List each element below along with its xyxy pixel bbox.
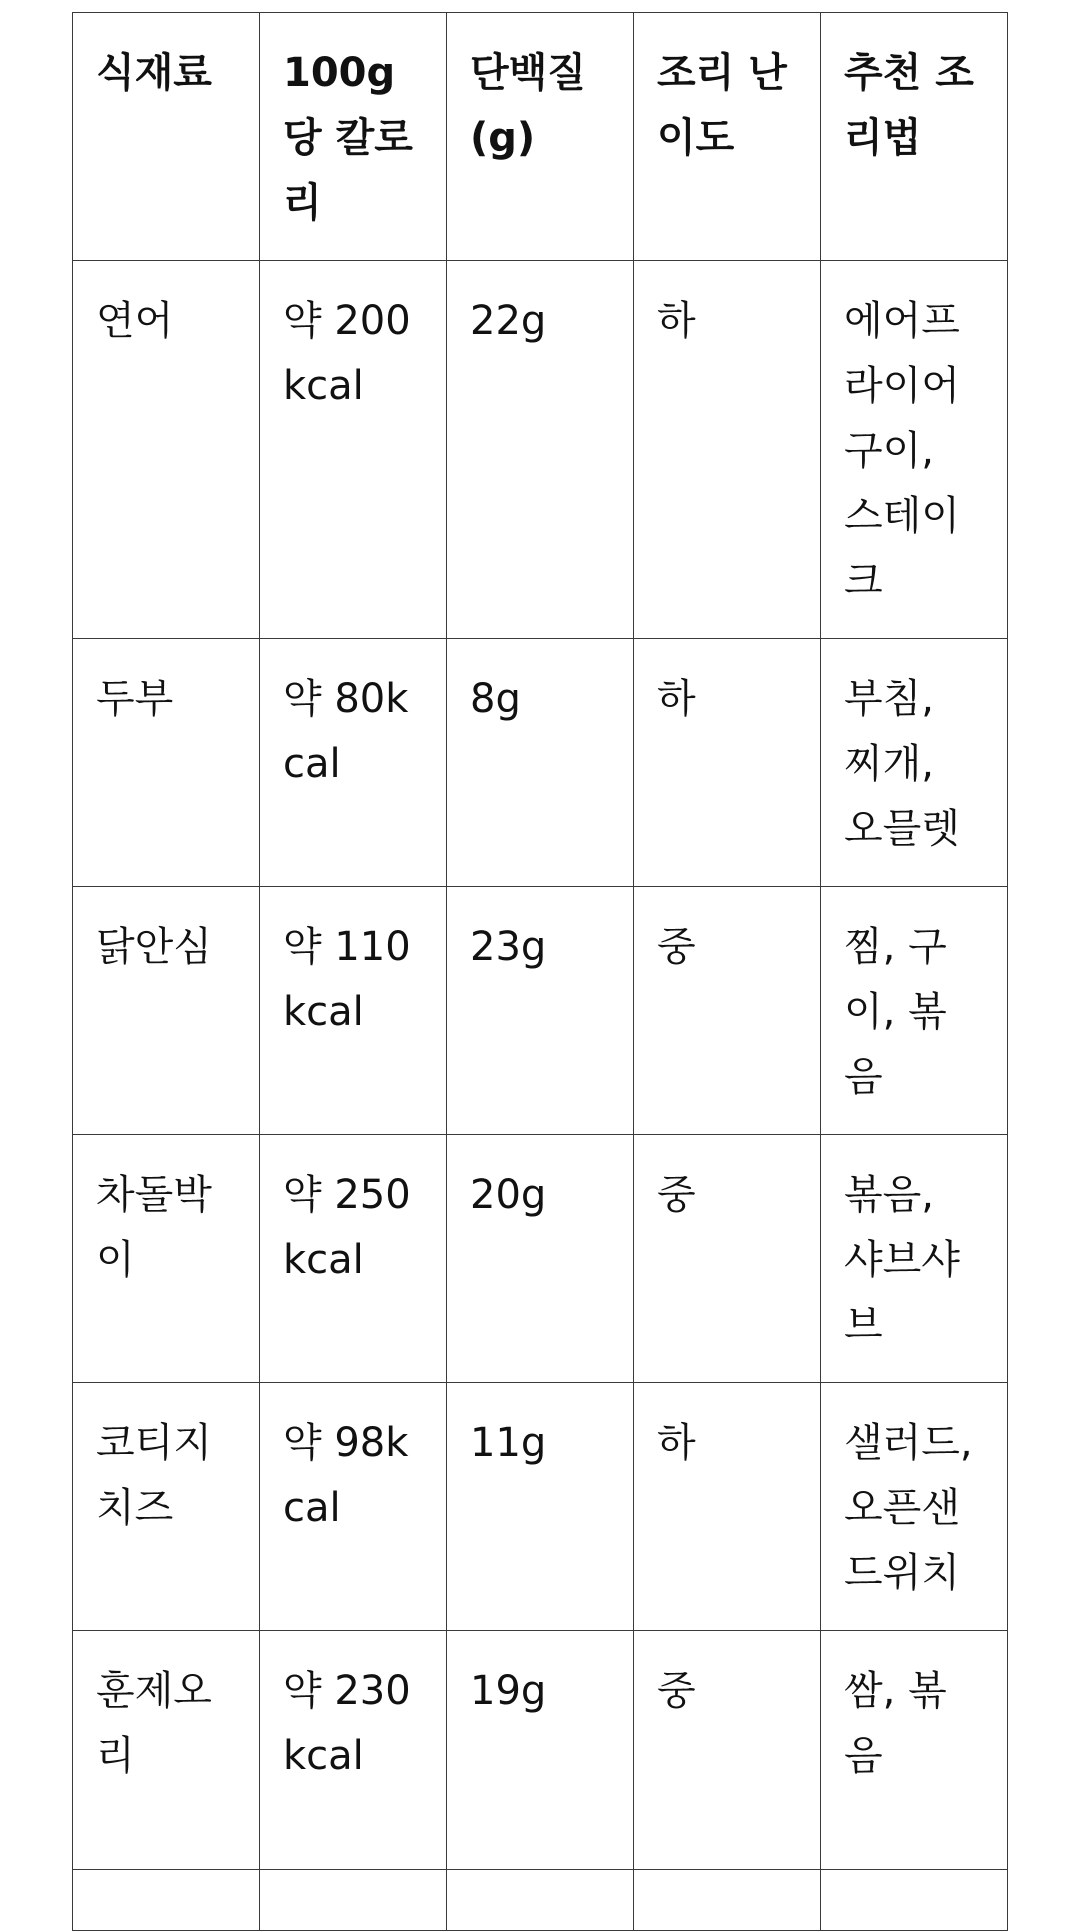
cell-empty bbox=[821, 1870, 1008, 1931]
cell-difficulty: 중 bbox=[634, 887, 821, 1135]
cell-calories: 약 200kcal bbox=[260, 261, 447, 639]
cell-ingredient: 닭안심 bbox=[73, 887, 260, 1135]
cell-calories: 약 110kcal bbox=[260, 887, 447, 1135]
cell-calories: 약 98kcal bbox=[260, 1383, 447, 1631]
table-row bbox=[73, 639, 1008, 887]
cell-ingredient: 훈제오리 bbox=[73, 1631, 260, 1870]
cell-protein: 11g bbox=[447, 1383, 634, 1631]
cell-difficulty: 하 bbox=[634, 1383, 821, 1631]
protein-food-table bbox=[72, 12, 1008, 1931]
header-calories: 100g 당 칼로리 bbox=[260, 13, 447, 261]
cell-recipe: 찜, 구이, 볶음 bbox=[821, 887, 1008, 1135]
cell-calories: 약 80kcal bbox=[260, 639, 447, 887]
cell-recipe: 샐러드, 오픈샌드위치 bbox=[821, 1383, 1008, 1631]
table-row bbox=[73, 1383, 1008, 1631]
cell-ingredient: 연어 bbox=[73, 261, 260, 639]
nutrition-table-container bbox=[72, 12, 1007, 1931]
cell-protein: 20g bbox=[447, 1135, 634, 1383]
header-ingredient: 식재료 bbox=[73, 13, 260, 261]
cell-ingredient: 차돌박이 bbox=[73, 1135, 260, 1383]
cell-protein: 19g bbox=[447, 1631, 634, 1870]
cell-calories: 약 250kcal bbox=[260, 1135, 447, 1383]
cell-difficulty: 하 bbox=[634, 639, 821, 887]
cell-difficulty: 중 bbox=[634, 1631, 821, 1870]
cell-empty bbox=[73, 1870, 260, 1931]
header-protein: 단백질(g) bbox=[447, 13, 634, 261]
cell-empty bbox=[634, 1870, 821, 1931]
table-row bbox=[73, 1631, 1008, 1870]
cell-protein: 23g bbox=[447, 887, 634, 1135]
table-row bbox=[73, 887, 1008, 1135]
table-row bbox=[73, 261, 1008, 639]
cell-empty bbox=[447, 1870, 634, 1931]
cell-ingredient: 코티지치즈 bbox=[73, 1383, 260, 1631]
cell-recipe: 볶음, 샤브샤브 bbox=[821, 1135, 1008, 1383]
cell-ingredient: 두부 bbox=[73, 639, 260, 887]
cell-recipe: 쌈, 볶음 bbox=[821, 1631, 1008, 1870]
cell-recipe: 에어프라이어 구이, 스테이크 bbox=[821, 261, 1008, 639]
cell-difficulty: 중 bbox=[634, 1135, 821, 1383]
table-row-cut-off bbox=[73, 1870, 1008, 1931]
cell-difficulty: 하 bbox=[634, 261, 821, 639]
table-row bbox=[73, 1135, 1008, 1383]
cell-protein: 8g bbox=[447, 639, 634, 887]
table-header-row bbox=[73, 13, 1008, 261]
cell-calories: 약 230kcal bbox=[260, 1631, 447, 1870]
header-recipe: 추천 조리법 bbox=[821, 13, 1008, 261]
cell-empty bbox=[260, 1870, 447, 1931]
cell-protein: 22g bbox=[447, 261, 634, 639]
cell-recipe: 부침, 찌개, 오믈렛 bbox=[821, 639, 1008, 887]
header-difficulty: 조리 난이도 bbox=[634, 13, 821, 261]
